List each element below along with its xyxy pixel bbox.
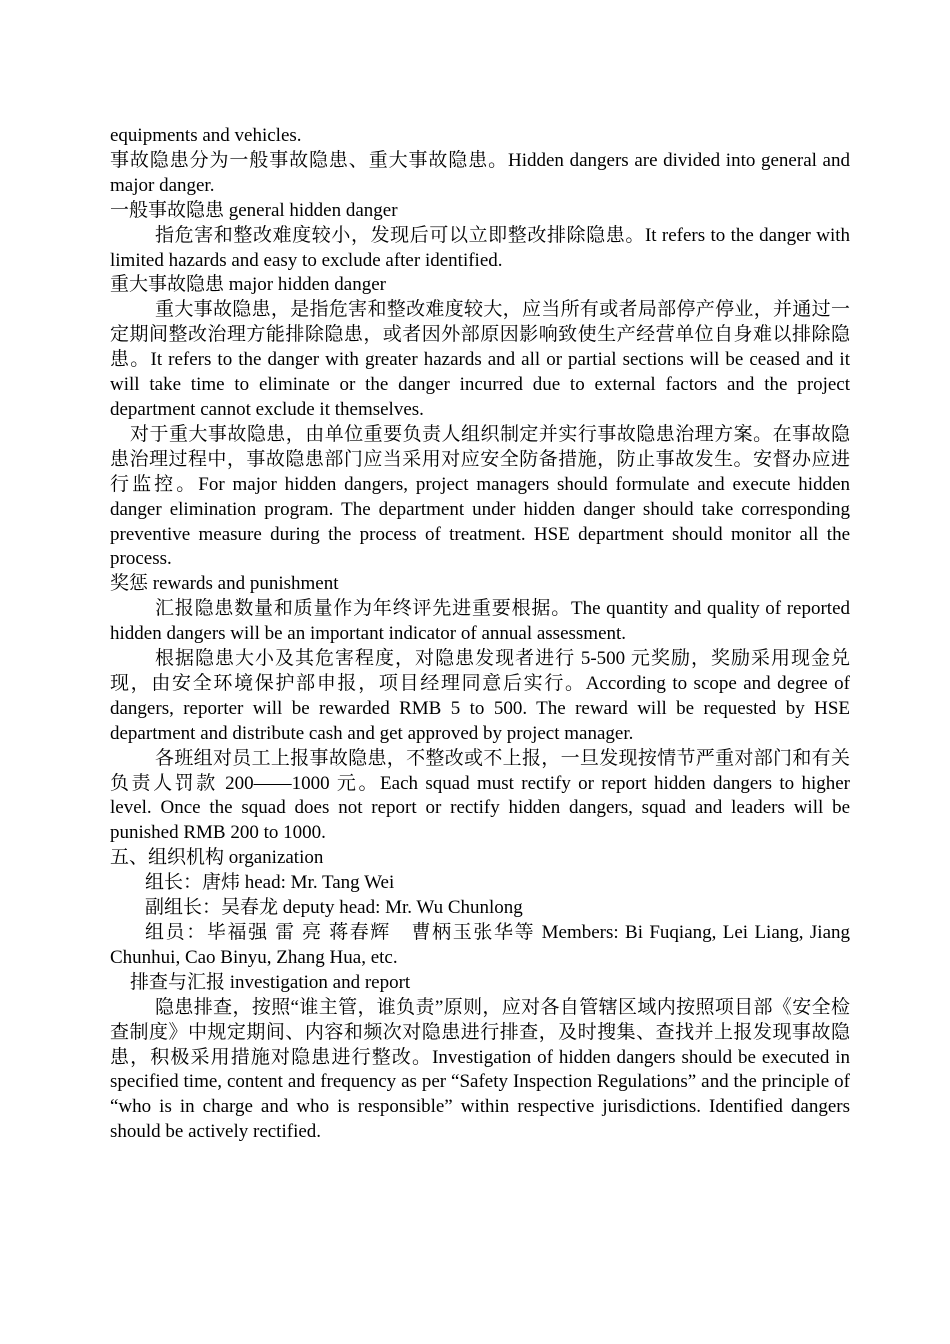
paragraph-danger-classification: 事故隐患分为一般事故隐患、重大事故隐患。Hidden dangers are divided into general and major danger. [110, 149, 850, 196]
paragraph-reward-amount: 根据隐患大小及其危害程度，对隐患发现者进行 5-500 元奖励，奖励采用现金兑现，由安全环境保护部申报，项目经理同意后实行。According to scope and degree of dangers, reporter will be rewarded RMB 5 to 500. The reward will be requested by HSE department and distribute cash and get approved by project manager. [110, 648, 850, 744]
paragraph-squad-penalty: 各班组对员工上报事故隐患，不整改或不上报，一旦发现按情节严重对部门和有关负责人罚款 200——1000 元。Each squad must rectify or report hidden dangers to higher level. Once the squad does not report or rectify hidden dangers, squad and leaders will be punished RMB 200 to 1000. [110, 747, 850, 844]
heading-rewards-punishment: 奖惩 rewards and punishment [110, 573, 339, 595]
paragraph-investigation: 隐患排查，按照“谁主管，谁负责”原则，应对各自管辖区域内按照项目部《安全检查制度》中规定期间、内容和频次对隐患进行排查，及时搜集、查找并上报发现事故隐患，积极采用措施对隐患进行整改。Investigation of hidden dangers should be executed in specified time, content and frequency as per “Safety Inspection Regulations” and the principle of “who is in charge and who is responsible” within respective jurisdictions. Identified dangers should be actively rectified. [110, 996, 850, 1143]
org-head: 组长：唐炜 head: Mr. Tang Wei [145, 872, 395, 894]
paragraph-reporting-assessment: 汇报隐患数量和质量作为年终评先进重要根据。The quantity and quality of reported hidden dangers will be an important indicator of annual assessment. [110, 598, 850, 645]
org-members: 组员：毕福强 雷 亮 蒋春辉 曹柄玉张华等 Members: Bi Fuqiang, Lei Liang, Jiang Chunhui, Cao Binyu, Zhang Hua, etc. [110, 922, 850, 968]
paragraph-major-hidden-danger: 重大事故隐患，是指危害和整改难度较大，应当所有或者局部停产停业，并通过一定期间整改治理方能排除隐患，或者因外部原因影响致使生产经营单位自身难以排除隐患。It refers to the danger with greater hazards and all or partial sections will be ceased and it will take time to eliminate or the danger incurred due to external factors and the project department cannot exclude it themselves. [110, 299, 850, 420]
heading-organization: 五、组织机构 organization [110, 847, 324, 869]
org-deputy-head: 副组长：吴春龙 deputy head: Mr. Wu Chunlong [145, 897, 523, 919]
paragraph-equipments: equipments and vehicles. [110, 125, 302, 146]
paragraph-general-hidden-danger: 指危害和整改难度较小，发现后可以立即整改排除隐患。It refers to the danger with limited hazards and easy to exclude after identified. [110, 224, 850, 271]
paragraph-major-danger-handling: 对于重大事故隐患，由单位重要负责人组织制定并实行事故隐患治理方案。在事故隐患治理过程中，事故隐患部门应当采用对应安全防备措施，防止事故发生。安督办应进行监控。For major hidden dangers, project managers should formulate and execute hidden danger elimination program. The department under hidden danger should take corresponding preventive measure during the process of treatment. HSE department should monitor all the process. [110, 423, 850, 570]
document-page [110, 124, 850, 1145]
heading-investigation-report: 排查与汇报 investigation and report [130, 971, 411, 993]
heading-major-hidden-danger: 重大事故隐患 major hidden danger [110, 274, 386, 296]
heading-general-hidden-danger: 一般事故隐患 general hidden danger [110, 199, 398, 221]
